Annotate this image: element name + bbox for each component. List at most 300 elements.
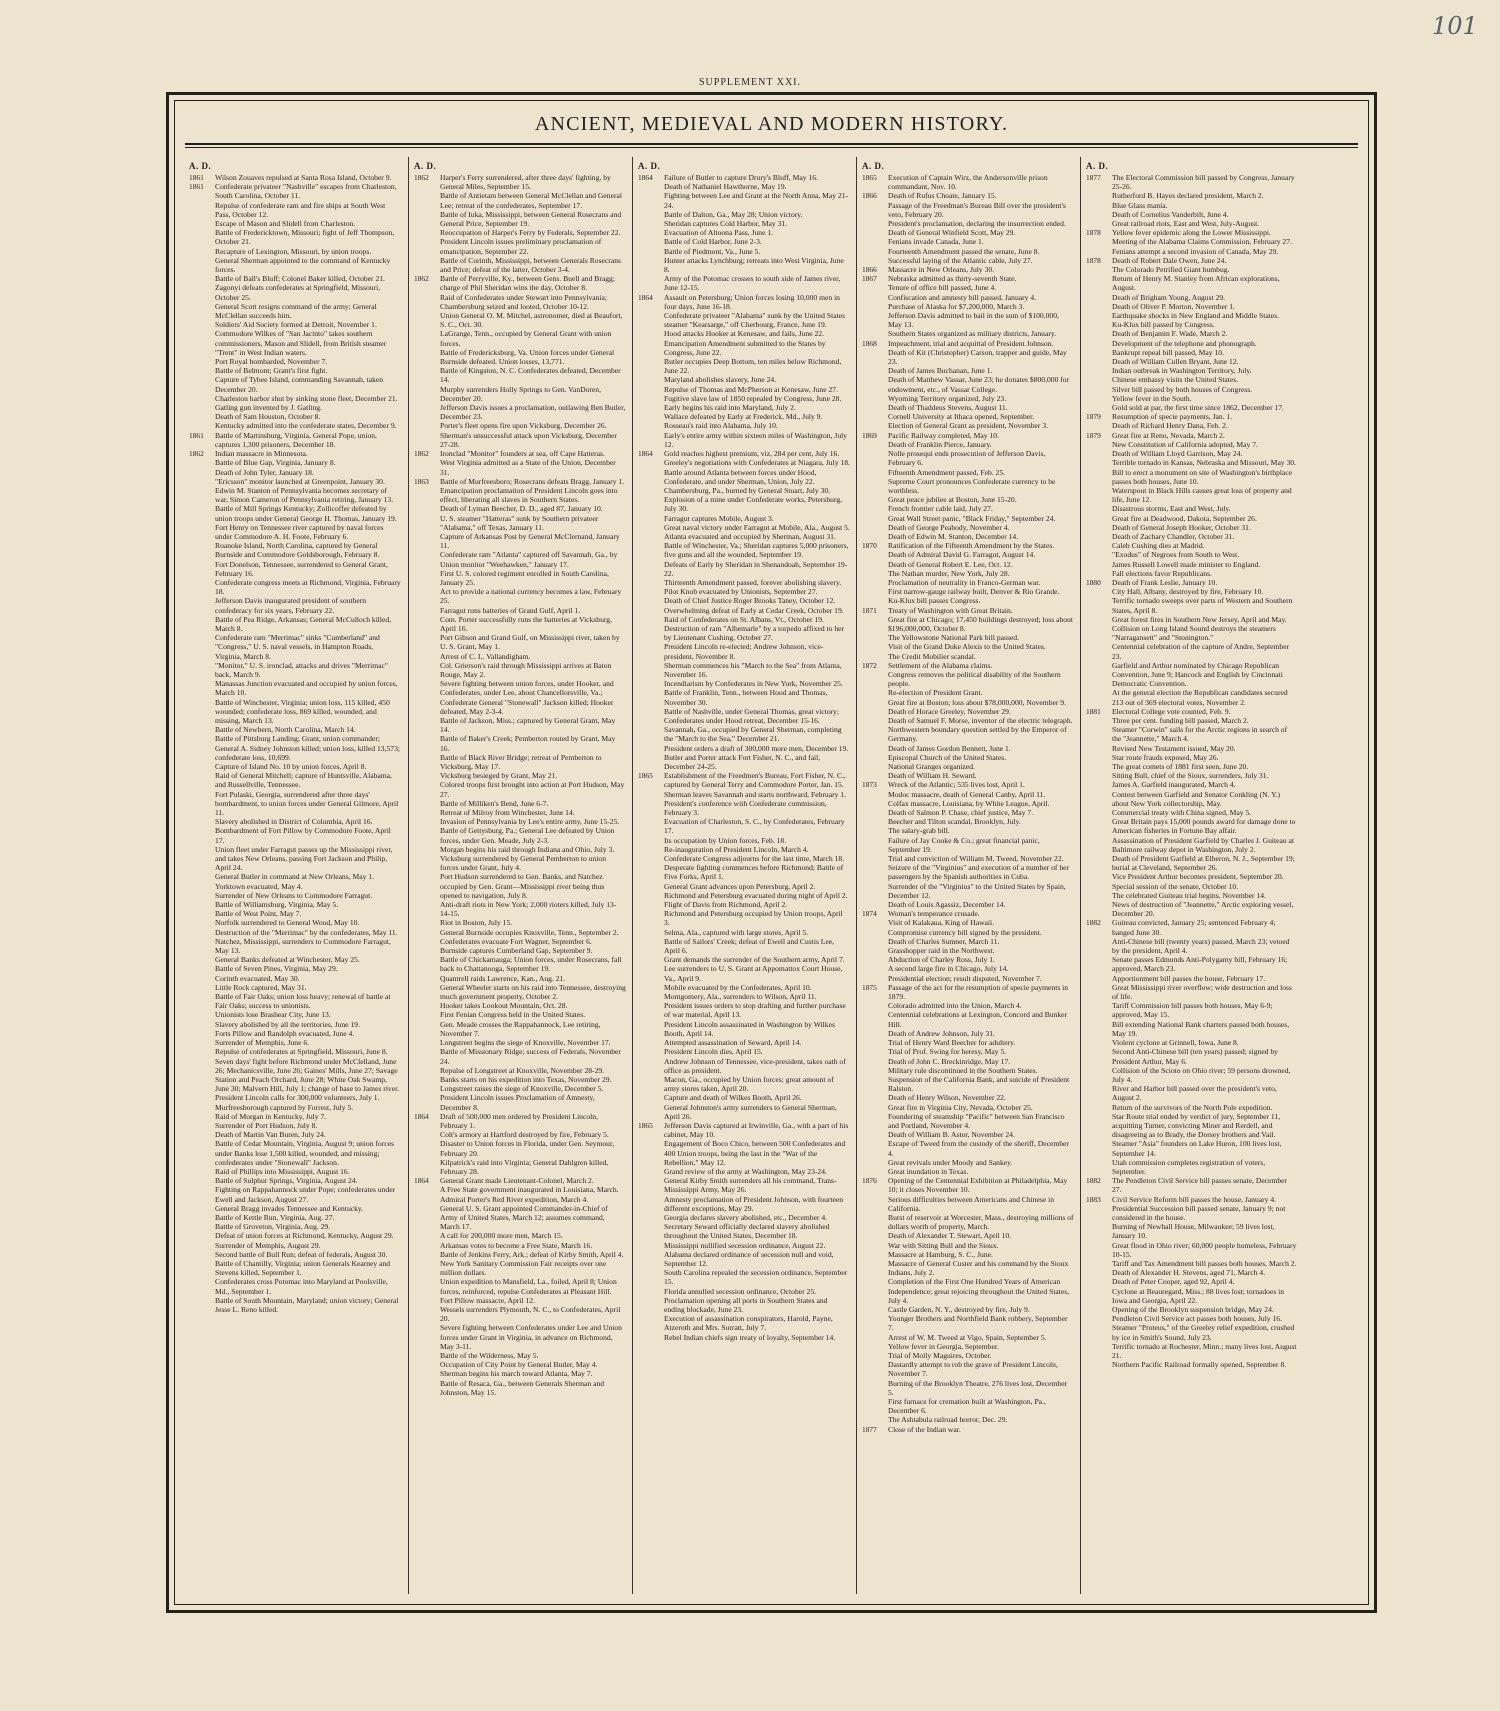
column-divider xyxy=(1080,157,1081,1594)
entry-year xyxy=(414,191,440,209)
entry-year xyxy=(862,826,888,835)
entry-year xyxy=(414,780,440,798)
entry-year xyxy=(1086,237,1112,246)
entry-text: Battle of Pea Ridge, Arkansas; General McCulloch killed, March 8. xyxy=(215,614,392,633)
history-entry xyxy=(189,1029,401,1038)
history-entry xyxy=(414,1369,626,1378)
entry-year xyxy=(1086,569,1112,578)
entry-text: President Lincoln issues preliminary proclamation of emancipation, September 22. xyxy=(440,237,602,256)
history-entry xyxy=(862,283,1074,292)
history-entry xyxy=(862,909,1074,918)
entry-text: Battle of Jenkins Ferry, Ark.; defeat of Kirby Smith, April 4. xyxy=(440,1249,624,1259)
entry-text: Longstreet raises the siege of Knoxville, December 5. xyxy=(440,1084,604,1094)
entry-year xyxy=(414,1139,440,1157)
entry-year xyxy=(862,247,888,256)
history-entry xyxy=(1086,808,1298,817)
entry-year xyxy=(189,928,215,937)
entry-year xyxy=(638,1176,664,1194)
entry-text: Battle of Baker's Creek; Pemberton routed by Grant, May 16. xyxy=(440,734,616,753)
history-entry xyxy=(638,449,850,458)
history-entry xyxy=(414,1241,626,1250)
history-entry xyxy=(414,679,626,716)
history-entry xyxy=(638,256,850,274)
history-entry xyxy=(414,403,626,421)
history-entry xyxy=(414,845,626,854)
entry-year xyxy=(1086,1139,1112,1157)
history-entry xyxy=(862,293,1074,302)
history-entry xyxy=(862,1047,1074,1056)
history-entry xyxy=(189,1185,401,1203)
entry-text: Recapture of Lexington, Missouri, by union troops. xyxy=(215,246,372,256)
history-entry xyxy=(1086,366,1298,375)
history-entry xyxy=(189,477,401,486)
entry-year xyxy=(862,633,888,642)
history-entry xyxy=(189,375,401,393)
entry-year xyxy=(189,826,215,844)
history-entry xyxy=(638,357,850,375)
entry-year xyxy=(414,937,440,946)
entry-text: Forts Pillow and Randolph evacuated, June 4. xyxy=(215,1028,355,1038)
entry-text: Compromise currency bill signed by the president. xyxy=(888,927,1042,937)
history-entry xyxy=(1086,302,1298,311)
history-entry xyxy=(189,596,401,614)
entry-year xyxy=(414,1305,440,1323)
history-entry xyxy=(638,753,850,771)
entry-year xyxy=(414,808,440,817)
entry-text: Centennial celebration of the capture of Andre, September 23. xyxy=(1112,642,1290,661)
history-entry xyxy=(189,274,401,283)
history-entry xyxy=(189,928,401,937)
history-entry xyxy=(1086,1360,1298,1369)
entry-text: Bill extending National Bank charters passed both houses, May 19. xyxy=(1112,1019,1290,1038)
entry-year xyxy=(414,1379,440,1397)
history-entry xyxy=(862,403,1074,412)
entry-text: Yellow fever epidemic along the Lower Mississippi. xyxy=(1112,228,1271,238)
entry-year xyxy=(638,744,664,753)
entry-text: "Ericsson" monitor launched at Greenpoint, January 30. xyxy=(215,476,385,486)
entry-year xyxy=(414,1158,440,1176)
supplement-label: SUPPLEMENT XXI. xyxy=(698,77,802,88)
history-entry xyxy=(638,1287,850,1296)
entry-text: Death of Richard Henry Dana, Feb. 2. xyxy=(1112,421,1228,431)
entry-year xyxy=(638,1241,664,1250)
entry-text: Death of Martin Van Buren, July 24. xyxy=(215,1130,326,1140)
entry-text: Burnside captures Cumberland Gap, September 9. xyxy=(440,946,593,956)
entry-text: Severe fighting between union forces, under Hooker, and Confederates, under Lee, about Chancellorsville, Va.; Confederate General "Stonewall" Jackson killed; Hooker defeated, May 2-3-4. xyxy=(440,679,614,716)
entry-text: Confederates evacuate Fort Wagner, September 6. xyxy=(440,936,592,946)
entry-text: First narrow-gauge railway built, Denver & Rio Grande. xyxy=(888,587,1060,597)
history-entry xyxy=(189,1139,401,1167)
entry-year xyxy=(862,808,888,817)
history-entry xyxy=(862,900,1074,909)
entry-text: Electoral College vote counted, Feb. 9. xyxy=(1112,706,1231,716)
entry-year: 1872 xyxy=(862,660,877,670)
history-entry xyxy=(189,1167,401,1176)
entry-text: U. S. steamer "Hatteras" sunk by Southern privateer "Alabama," off Texas, January 11. xyxy=(440,513,599,532)
history-entry xyxy=(414,1231,626,1240)
history-entry xyxy=(189,431,401,449)
entry-year xyxy=(638,256,664,274)
entry-text: Desperate fighting commences before Richmond; Battle of Five Forks, April 1. xyxy=(664,863,844,882)
entry-year xyxy=(638,882,664,891)
entry-year xyxy=(638,421,664,430)
entry-text: Confederate ram "Merrimac" sinks "Cumberland" and "Congress," U. S. naval vessels, in Hampton Roads, Virginia, March 8. xyxy=(215,633,380,661)
column-header: A. D. xyxy=(862,161,885,171)
entry-text: War with Sitting Bull and the Sioux. xyxy=(888,1240,999,1250)
entry-year xyxy=(414,716,440,734)
entry-year xyxy=(1086,210,1112,219)
entry-year xyxy=(638,311,664,329)
entry-year xyxy=(1086,771,1112,780)
entry-text: Chambersburg, Pa., burned by General Stuart, July 30. xyxy=(664,485,831,495)
entry-year xyxy=(862,440,888,449)
history-entry xyxy=(414,615,626,633)
history-entry xyxy=(638,431,850,449)
entry-text: Battle of Williamsburg, Virginia, May 5. xyxy=(215,900,339,910)
history-entry xyxy=(638,688,850,706)
history-entry xyxy=(638,790,850,799)
entry-year xyxy=(862,1314,888,1332)
history-entry xyxy=(189,560,401,578)
entry-year xyxy=(1086,550,1112,559)
entry-year xyxy=(189,771,215,789)
column-4 xyxy=(862,161,1074,1594)
history-entry xyxy=(1086,550,1298,559)
history-entry xyxy=(414,983,626,1001)
entry-text: Early begins his raid into Maryland, July 2. xyxy=(664,403,796,413)
entry-year xyxy=(189,320,215,329)
entry-year: 1863 xyxy=(414,476,429,486)
entry-text: Execution of assassination conspirators, Harold, Payne, Atzeroth and Mrs. Surratt, July 7. xyxy=(664,1314,833,1333)
entry-text: General Kirby Smith surrenders all his command, Trans-Mississippi Army, May 26. xyxy=(664,1176,837,1195)
history-entry xyxy=(638,679,850,688)
history-entry xyxy=(1086,201,1298,210)
entry-text: Great peace jubilee at Boston, June 15-20. xyxy=(888,495,1017,505)
entry-year xyxy=(1086,642,1112,660)
entry-text: Battle of Resaca, Ga., between Generals Sherman and Johnston, May 15. xyxy=(440,1378,605,1397)
history-entry xyxy=(862,716,1074,725)
history-entry xyxy=(414,587,626,605)
history-entry xyxy=(862,578,1074,587)
entry-year xyxy=(414,1084,440,1093)
entry-year xyxy=(414,532,440,550)
history-entry xyxy=(862,302,1074,311)
history-entry xyxy=(638,523,850,532)
history-entry xyxy=(189,228,401,246)
entry-year xyxy=(189,1029,215,1038)
entry-year xyxy=(862,1038,888,1047)
history-entry xyxy=(189,394,401,403)
entry-text: Death of James Buchanan, June 1. xyxy=(888,366,993,376)
entry-year: 1875 xyxy=(862,982,877,992)
entry-text: Butler occupies Deep Bottom, ten miles below Richmond, June 22. xyxy=(664,357,842,376)
entry-year xyxy=(1086,403,1112,412)
entry-text: Fugitive slave law of 1850 repealed by Congress, June 28. xyxy=(664,393,842,403)
entry-year xyxy=(862,596,888,605)
history-entry xyxy=(862,1195,1074,1213)
entry-year xyxy=(189,375,215,393)
history-entry xyxy=(862,477,1074,495)
entry-text: Savannah, Ga., occupied by General Sherman, completing the "March to the Sea," December 21. xyxy=(664,725,842,744)
entry-year xyxy=(862,652,888,661)
entry-text: Repulse of Thomas and McPherson at Kenesaw, June 27. xyxy=(664,384,838,394)
entry-text: Apportionment bill passes the house, February 17. xyxy=(1112,973,1266,983)
history-entry xyxy=(414,477,626,486)
history-entry xyxy=(189,937,401,955)
entry-year xyxy=(1086,523,1112,532)
history-entry xyxy=(862,1231,1074,1240)
column-header: A. D. xyxy=(1086,161,1109,171)
history-entry xyxy=(189,1259,401,1277)
history-entry xyxy=(414,1047,626,1065)
entry-year xyxy=(862,495,888,504)
entry-year xyxy=(638,1195,664,1213)
entry-text: Northwestern boundary question settled by the Emperor of Germany. xyxy=(888,725,1067,744)
history-entry xyxy=(638,983,850,992)
entry-text: Surrender of the "Virginius" to the United States by Spain, December 12. xyxy=(888,881,1066,900)
history-entry xyxy=(862,753,1074,762)
entry-year xyxy=(414,1259,440,1277)
history-entry xyxy=(414,780,626,798)
entry-year xyxy=(189,909,215,918)
history-entry xyxy=(414,1010,626,1019)
entry-year xyxy=(638,817,664,835)
entry-text: Great Wall Street panic, "Black Friday," September 24. xyxy=(888,513,1056,523)
entry-year xyxy=(189,228,215,246)
entry-text: President Lincoln re-elected; Andrew Johnson, vice-president, November 8. xyxy=(664,642,824,661)
entry-year xyxy=(1086,1259,1112,1268)
entry-year xyxy=(414,1250,440,1259)
entry-year xyxy=(1086,1112,1112,1140)
history-entry xyxy=(189,698,401,726)
entry-text: Nebraska admitted as thirty-seventh State. xyxy=(888,274,1017,284)
entry-year xyxy=(1086,541,1112,550)
entry-year xyxy=(862,1167,888,1176)
entry-text: Flight of Davis from Richmond, April 2. xyxy=(664,900,788,910)
entry-year xyxy=(862,1066,888,1075)
history-entry xyxy=(414,1001,626,1010)
entry-text: Battle of Fair Oaks; union loss heavy; renewal of battle at Fair Oaks; success to unionists. xyxy=(215,992,391,1011)
history-entry xyxy=(862,955,1074,964)
entry-year xyxy=(189,366,215,375)
history-entry xyxy=(414,569,626,587)
entry-year xyxy=(862,1093,888,1102)
entry-year xyxy=(1086,753,1112,762)
history-entry xyxy=(862,1397,1074,1415)
entry-year xyxy=(414,854,440,872)
entry-year xyxy=(638,642,664,660)
entry-year xyxy=(862,1305,888,1314)
history-entry xyxy=(414,1038,626,1047)
entry-text: Battle of Milliken's Bend, June 6-7. xyxy=(440,798,549,808)
history-entry xyxy=(189,1047,401,1056)
history-entry xyxy=(189,615,401,633)
entry-text: Richmond and Petersburg evacuated during night of April 2. xyxy=(664,890,848,900)
entry-text: Cyclone at Beauregard, Miss.; 88 lives lost; tornadoes in Iowa and Georgia, April 22. xyxy=(1112,1286,1285,1305)
entry-text: Death of Samuel F. Morse, inventor of the electric telegraph. xyxy=(888,715,1073,725)
entry-text: Nolle prosequi ends prosecution of Jefferson Davis, February 6. xyxy=(888,449,1046,468)
entry-text: Dastardly attempt to rob the grave of President Lincoln, November 7. xyxy=(888,1360,1058,1379)
entry-text: Destruction of the "Merrimac" by the confederates, May 11. xyxy=(215,927,398,937)
entry-year xyxy=(862,955,888,964)
entry-year xyxy=(638,274,664,292)
entry-text: Morgan begins his raid through Indiana and Ohio, July 3. xyxy=(440,844,615,854)
entry-year xyxy=(862,523,888,532)
entry-year xyxy=(1086,311,1112,320)
entry-text: Battle of Belmont; Grant's first fight. xyxy=(215,366,328,376)
entry-text: Wreck of the Atlantic; 535 lives lost, April 1. xyxy=(888,780,1025,790)
history-entry xyxy=(862,412,1074,421)
entry-year xyxy=(1086,688,1112,706)
entry-text: General Butler in command at New Orleans, May 1. xyxy=(215,872,374,882)
entry-text: Battle of Perryville, Ky., between Gens. Buell and Bragg; charge of Phil Sheridan wins the day, October 8. xyxy=(440,274,615,293)
entry-year xyxy=(414,1231,440,1240)
entry-text: Bombardment of Fort Pillow by Commodore Foote, April 17. xyxy=(215,826,391,845)
history-entry xyxy=(638,191,850,209)
entry-text: Death of Rufus Choate, January 15. xyxy=(888,191,997,201)
entry-year xyxy=(862,642,888,651)
entry-text: Great railroad riots, East and West, July-August. xyxy=(1112,219,1260,229)
history-entry xyxy=(638,937,850,955)
history-entry xyxy=(189,909,401,918)
history-entry xyxy=(414,1296,626,1305)
entry-text: The Yellowstone National Park bill passed. xyxy=(888,633,1019,643)
history-entry xyxy=(189,366,401,375)
entry-text: Raid of General Mitchell; capture of Huntsville, Alabama, and Russellville, Tennessee. xyxy=(215,771,392,790)
entry-text: Mississippi nullified secession ordinance, August 22. xyxy=(664,1240,826,1250)
entry-year xyxy=(1086,302,1112,311)
entry-year xyxy=(414,329,440,347)
history-entry xyxy=(414,974,626,983)
entry-text: Emancipation proclamation of President Lincoln goes into effect, liberating all slaves in Southern States. xyxy=(440,485,618,505)
entry-text: Defeat of union forces at Richmond, Kentucky, August 29. xyxy=(215,1231,394,1241)
entry-text: Violent cyclone at Grinnell, Iowa, June 8. xyxy=(1112,1038,1239,1048)
entry-text: Confederate privateer "Alabama" sunk by the United States steamer "Kearsarge," off Cherbourg, France, June 19. xyxy=(664,311,846,330)
history-entry xyxy=(638,219,850,228)
entry-year xyxy=(1086,817,1112,835)
history-entry xyxy=(189,182,401,200)
entry-year xyxy=(414,734,440,752)
entry-text: Yorktown evacuated, May 4. xyxy=(215,881,303,891)
entry-text: Great naval victory under Farragut at Mobile, Ala., August 5. xyxy=(664,522,850,532)
history-entry xyxy=(862,201,1074,219)
history-entry xyxy=(862,918,1074,927)
entry-text: Death of William H. Seward. xyxy=(888,771,977,781)
history-entry xyxy=(862,523,1074,532)
entry-year xyxy=(1086,974,1112,983)
entry-year xyxy=(638,412,664,421)
entry-year xyxy=(862,1259,888,1277)
entry-year xyxy=(638,992,664,1001)
entry-year xyxy=(638,385,664,394)
entry-year xyxy=(189,477,215,486)
history-entry xyxy=(638,1167,850,1176)
entry-year xyxy=(414,1360,440,1369)
history-entry xyxy=(414,173,626,191)
history-entry xyxy=(638,1195,850,1213)
history-entry xyxy=(189,725,401,734)
entry-text: Death of James Gordon Bennett, June 1. xyxy=(888,743,1011,753)
entry-year xyxy=(1086,1038,1112,1047)
entry-year xyxy=(638,237,664,246)
entry-year xyxy=(414,1047,440,1065)
entry-year xyxy=(862,1379,888,1397)
history-entry xyxy=(638,375,850,384)
entry-text: The Nathan murder, New York, July 28. xyxy=(888,568,1010,578)
entry-text: Proclamation opening all ports in Southern States and ending blockade, June 23. xyxy=(664,1295,828,1314)
entry-text: Northern Pacific Railroad formally opened, September 8. xyxy=(1112,1360,1287,1370)
entry-year xyxy=(1086,780,1112,789)
entry-year xyxy=(638,863,664,881)
entry-text: President's conference with Confederate commission, February 3. xyxy=(664,798,827,818)
entry-text: Tariff Commission bill passes both houses, May 6-9; approved, May 15. xyxy=(1112,1001,1273,1020)
entry-text: Repulse of Longstreet at Knoxville, November 28-29. xyxy=(440,1065,605,1075)
entry-year: 1862 xyxy=(414,173,429,182)
entry-year xyxy=(189,1296,215,1314)
entry-text: Star Route trial ended by verdict of jury, September 11, acquitting Turner, convicting Miner and Rerdell, and disagreeing as to Brady, the Dorsey brothers and Vail. xyxy=(1112,1111,1281,1140)
entry-text: Alabama declared ordinance of secession null and void, September 12. xyxy=(664,1249,834,1268)
entry-text: Death of Nathaniel Hawthorne, May 19. xyxy=(664,182,787,192)
entry-year xyxy=(862,468,888,477)
entry-text: Death of Alexander T. Stewart, April 10. xyxy=(888,1231,1012,1241)
entry-year xyxy=(638,486,664,495)
entry-text: Guiteau convicted, January 25; sentenced February 4; hanged June 30. xyxy=(1112,918,1276,937)
entry-text: Hood attacks Hooker at Kenesaw, and fails, June 22. xyxy=(664,329,824,339)
history-entry xyxy=(862,707,1074,716)
history-entry xyxy=(862,468,1074,477)
entry-text: Terrific tornado sweeps over parts of Western and Southern States, April 8. xyxy=(1112,596,1293,615)
entry-text: Death of Cornelius Vanderbilt, June 4. xyxy=(1112,209,1229,219)
history-entry xyxy=(1086,421,1298,430)
history-entry xyxy=(862,1425,1074,1434)
entry-text: Terrific tornado at Rochester, Minn.; many lives lost, August 21. xyxy=(1112,1341,1297,1360)
entry-year xyxy=(1086,1360,1112,1369)
column-divider xyxy=(408,157,409,1594)
entry-year xyxy=(189,974,215,983)
entry-text: President Lincoln assassinated in Washington by Wilkes Booth, April 14. xyxy=(664,1019,835,1038)
entry-year xyxy=(862,219,888,228)
history-entry xyxy=(638,293,850,311)
entry-year xyxy=(414,900,440,918)
entry-year xyxy=(189,1010,215,1019)
entry-text: Death of Thaddeus Stevens, August 11. xyxy=(888,403,1008,413)
history-entry xyxy=(862,550,1074,559)
entry-year xyxy=(414,799,440,808)
entry-year xyxy=(638,983,664,992)
history-entry xyxy=(1086,1176,1298,1194)
entry-text: Massacre in New Orleans, July 30. xyxy=(888,265,995,275)
entry-year: 1879 xyxy=(1086,412,1101,422)
entry-text: Great fire at Chicago; 17,450 buildings destroyed; loss about $196,000,000, October 8. xyxy=(888,614,1073,633)
entry-year xyxy=(189,964,215,973)
entry-year xyxy=(1086,247,1112,256)
entry-text: Battle of Gettysburg, Pa.; General Lee defeated by Union forces, under Gen. Meade, July 2-3. xyxy=(440,826,615,845)
entry-year: 1877 xyxy=(1086,173,1101,182)
entry-year xyxy=(414,210,440,228)
history-entry xyxy=(1086,983,1298,1001)
entry-year xyxy=(862,293,888,302)
column-header: A. D. xyxy=(189,161,212,171)
entry-year xyxy=(638,937,664,955)
entry-year xyxy=(189,201,215,219)
history-entry xyxy=(1086,504,1298,513)
entry-year xyxy=(862,412,888,421)
entry-text: Capture and death of Wilkes Booth, April 26. xyxy=(664,1093,802,1103)
history-entry xyxy=(414,228,626,237)
history-entry xyxy=(638,532,850,541)
history-entry xyxy=(862,882,1074,900)
entry-text: Sheridan captures Cold Harbor, May 31. xyxy=(664,219,788,229)
